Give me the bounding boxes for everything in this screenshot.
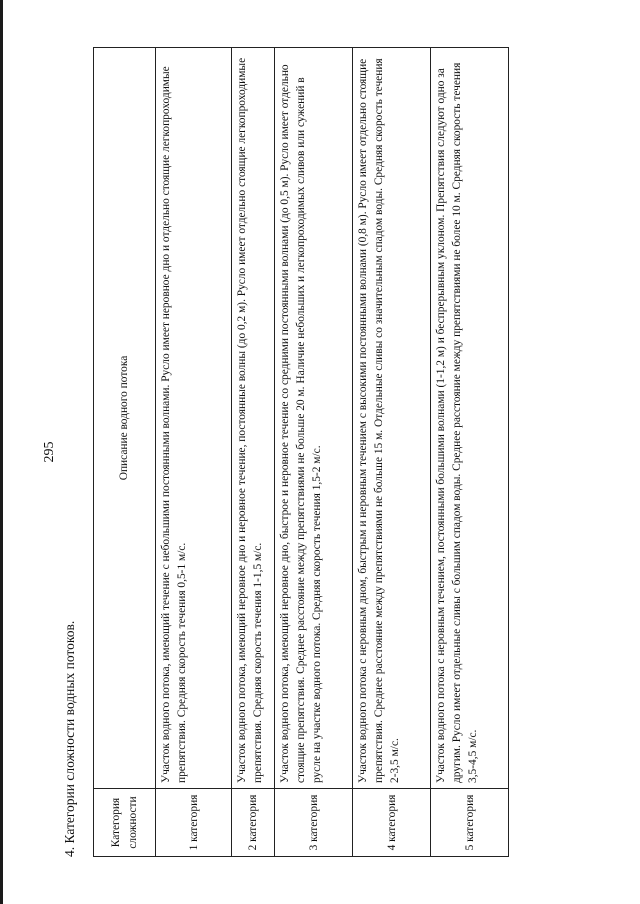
description-cell: Участок водного потока, имеющий неровное дно и неровное течение, постоянные волны (до 0,2 м). Русло имеет отдельно стоящие легкопроходимые препятствия. Средняя скорость течения 1-1,5 м/с. [232, 48, 275, 789]
table-caption: 4. Категории сложности водных потоков. [62, 620, 77, 857]
table-row [275, 48, 353, 857]
table-row [431, 48, 509, 857]
description-cell: Участок водного потока с неровным дном, быстрым и неровным течением с высокими постоянными волнами (0,8 м). Русло имеет отдельно стоящие препятствия. Среднее расстояние между препятствиями не больше 15 м. Отдельные сливы со значительным спадом воды. Средняя скорость течения 2-3,5 м/с. [353, 48, 431, 789]
description-cell: Участок водного потока, имеющий течение с небольшими постоянными волнами. Русло имеет неровное дно и отдельно стоящие легкопроходимые препятствия. Средняя скорость течения 0,5-1 м/с. [156, 48, 232, 789]
description-cell: Участок водного потока с неровным течением, постоянными большими волнами (1-1,2 м) и беспрерывным уклоном. Препятствия следуют одно за другим. Русло имеет отдельные сливы с большим спадом воды. Среднее расстояние между препятствиями не более 10 м. Средняя скорость течения 3,5-4,5 м/с. [431, 48, 509, 789]
header-description: Описание водного потока [94, 48, 156, 789]
table-header-row [94, 48, 156, 857]
page-edge [0, 0, 3, 904]
description-cell: Участок водного потока, имеющий неровное дно, быстрое и неровное течение со средними постоянными волнами (до 0,5 м). Русло имеет отдельно стоящие препятствия. Среднее расстояние между препятствиями не больше 20 м. Наличие небольших и легкопроходимых сливов или сужений в русле на участке водного потока. Средняя скорость течения 1,5-2 м/с. [275, 48, 353, 789]
category-cell: 1 категория [156, 789, 232, 857]
category-cell: 4 категория [353, 789, 431, 857]
category-cell: 5 категория [431, 789, 509, 857]
flow-categories-table [93, 47, 509, 857]
header-category: Категория сложности [94, 789, 156, 857]
table-row [232, 48, 275, 857]
table-row [156, 48, 232, 857]
rotated-page-content [40, 47, 640, 857]
table-row [353, 48, 431, 857]
category-cell: 3 категория [275, 789, 353, 857]
page-number: 295 [42, 441, 57, 463]
category-cell: 2 категория [232, 789, 275, 857]
